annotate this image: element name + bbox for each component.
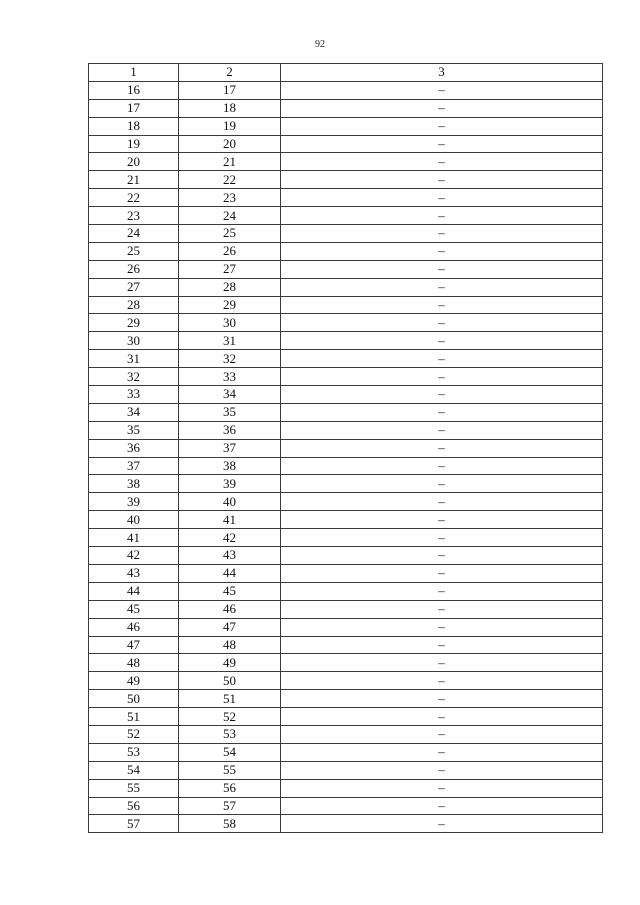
table-row	[89, 547, 603, 565]
table-cell-col-1: 32	[89, 368, 179, 386]
table-cell-col-1: 26	[89, 260, 179, 278]
table-cell-col-1: 49	[89, 672, 179, 690]
table-cell-col-2: 18	[179, 99, 281, 117]
table-cell-col-1: 27	[89, 278, 179, 296]
table-cell-col-1: 21	[89, 171, 179, 189]
table-cell-col-1: 43	[89, 564, 179, 582]
table-row	[89, 242, 603, 260]
table-cell-col-1: 45	[89, 600, 179, 618]
table-cell-col-3: –	[281, 81, 603, 99]
table-cell-col-3: –	[281, 314, 603, 332]
table-row	[89, 457, 603, 475]
table-cell-col-2: 27	[179, 260, 281, 278]
table-cell-col-3: –	[281, 564, 603, 582]
table-cell-col-1: 17	[89, 99, 179, 117]
table-row	[89, 314, 603, 332]
table-cell-col-1: 52	[89, 725, 179, 743]
table-cell-col-3: –	[281, 207, 603, 225]
table-cell-col-3: –	[281, 797, 603, 815]
table-row	[89, 332, 603, 350]
table-row	[89, 600, 603, 618]
table-cell-col-1: 19	[89, 135, 179, 153]
table-cell-col-3: –	[281, 171, 603, 189]
table-row	[89, 207, 603, 225]
table-cell-col-3: –	[281, 368, 603, 386]
table-cell-col-2: 52	[179, 708, 281, 726]
table-row	[89, 761, 603, 779]
table-row	[89, 493, 603, 511]
table-row	[89, 225, 603, 243]
table-cell-col-3: –	[281, 475, 603, 493]
table-header-row	[89, 64, 603, 82]
table-cell-col-1: 25	[89, 242, 179, 260]
table-cell-col-3: –	[281, 225, 603, 243]
table-row	[89, 439, 603, 457]
table-cell-col-2: 46	[179, 600, 281, 618]
table-cell-col-1: 38	[89, 475, 179, 493]
table-row	[89, 296, 603, 314]
table-cell-col-2: 55	[179, 761, 281, 779]
table-cell-col-1: 22	[89, 189, 179, 207]
table-cell-col-2: 34	[179, 386, 281, 404]
table-cell-col-3: –	[281, 582, 603, 600]
table-cell-col-2: 25	[179, 225, 281, 243]
table-cell-col-2: 23	[179, 189, 281, 207]
table-row	[89, 421, 603, 439]
table-cell-col-3: –	[281, 439, 603, 457]
table-cell-col-2: 56	[179, 779, 281, 797]
table-cell-col-3: –	[281, 743, 603, 761]
table-row	[89, 708, 603, 726]
table-cell-col-3: –	[281, 779, 603, 797]
table-cell-col-3: –	[281, 725, 603, 743]
table-cell-col-2: 19	[179, 117, 281, 135]
table-cell-col-2: 38	[179, 457, 281, 475]
table-cell-col-2: 31	[179, 332, 281, 350]
table-cell-col-3: –	[281, 690, 603, 708]
table-row	[89, 582, 603, 600]
table-cell-col-2: 35	[179, 403, 281, 421]
table-cell-col-1: 30	[89, 332, 179, 350]
table-cell-col-2: 43	[179, 547, 281, 565]
table-cell-col-2: 48	[179, 636, 281, 654]
table-cell-col-2: 40	[179, 493, 281, 511]
table-cell-col-3: –	[281, 189, 603, 207]
table-cell-col-2: 39	[179, 475, 281, 493]
table-cell-col-1: 20	[89, 153, 179, 171]
table-row	[89, 690, 603, 708]
table-row	[89, 529, 603, 547]
table-cell-col-1: 35	[89, 421, 179, 439]
table-row	[89, 797, 603, 815]
table-cell-col-2: 54	[179, 743, 281, 761]
table-row	[89, 260, 603, 278]
table-cell-col-2: 26	[179, 242, 281, 260]
table-row	[89, 672, 603, 690]
table-cell-col-1: 46	[89, 618, 179, 636]
table-row	[89, 475, 603, 493]
table-header	[89, 64, 603, 82]
table-cell-col-1: 23	[89, 207, 179, 225]
table-row	[89, 636, 603, 654]
table-cell-col-1: 41	[89, 529, 179, 547]
table-cell-col-1: 47	[89, 636, 179, 654]
table-cell-col-3: –	[281, 654, 603, 672]
table-cell-col-3: –	[281, 278, 603, 296]
table-cell-col-2: 30	[179, 314, 281, 332]
table-cell-col-3: –	[281, 99, 603, 117]
table-cell-col-3: –	[281, 493, 603, 511]
table-cell-col-1: 54	[89, 761, 179, 779]
table-cell-col-3: –	[281, 457, 603, 475]
table-cell-col-1: 42	[89, 547, 179, 565]
column-1-header: 1	[89, 64, 179, 82]
table-cell-col-2: 22	[179, 171, 281, 189]
table-cell-col-1: 18	[89, 117, 179, 135]
table-cell-col-1: 34	[89, 403, 179, 421]
table-cell-col-2: 36	[179, 421, 281, 439]
table-cell-col-2: 58	[179, 815, 281, 833]
page-number: 92	[315, 39, 325, 50]
table-row	[89, 117, 603, 135]
table-cell-col-2: 24	[179, 207, 281, 225]
table-cell-col-3: –	[281, 332, 603, 350]
table-cell-col-1: 29	[89, 314, 179, 332]
table-row	[89, 153, 603, 171]
table-row	[89, 368, 603, 386]
table-cell-col-1: 28	[89, 296, 179, 314]
table-cell-col-1: 56	[89, 797, 179, 815]
column-3-header: 3	[281, 64, 603, 82]
table-cell-col-3: –	[281, 511, 603, 529]
table-row	[89, 171, 603, 189]
table-row	[89, 725, 603, 743]
table-cell-col-1: 50	[89, 690, 179, 708]
table-cell-col-3: –	[281, 260, 603, 278]
table-cell-col-3: –	[281, 600, 603, 618]
table-cell-col-1: 57	[89, 815, 179, 833]
table-cell-col-2: 49	[179, 654, 281, 672]
table-cell-col-1: 37	[89, 457, 179, 475]
table-cell-col-3: –	[281, 421, 603, 439]
table-row	[89, 815, 603, 833]
table-row	[89, 386, 603, 404]
table-cell-col-3: –	[281, 547, 603, 565]
table-cell-col-3: –	[281, 242, 603, 260]
table-cell-col-2: 37	[179, 439, 281, 457]
table-cell-col-3: –	[281, 815, 603, 833]
table-cell-col-3: –	[281, 153, 603, 171]
table-cell-col-3: –	[281, 636, 603, 654]
table-cell-col-1: 16	[89, 81, 179, 99]
table-cell-col-2: 17	[179, 81, 281, 99]
table-row	[89, 654, 603, 672]
table-cell-col-1: 24	[89, 225, 179, 243]
table-cell-col-2: 53	[179, 725, 281, 743]
table-cell-col-3: –	[281, 529, 603, 547]
table-body	[89, 81, 603, 832]
column-2-header: 2	[179, 64, 281, 82]
table-cell-col-2: 29	[179, 296, 281, 314]
table-row	[89, 564, 603, 582]
table-row	[89, 779, 603, 797]
table-cell-col-2: 50	[179, 672, 281, 690]
table-cell-col-3: –	[281, 403, 603, 421]
table-cell-col-2: 51	[179, 690, 281, 708]
table-cell-col-3: –	[281, 135, 603, 153]
table-cell-col-2: 57	[179, 797, 281, 815]
data-table	[88, 63, 603, 833]
table-row	[89, 743, 603, 761]
table-cell-col-1: 53	[89, 743, 179, 761]
table-cell-col-3: –	[281, 296, 603, 314]
table-cell-col-1: 33	[89, 386, 179, 404]
table-cell-col-3: –	[281, 618, 603, 636]
table-cell-col-3: –	[281, 708, 603, 726]
table-cell-col-2: 28	[179, 278, 281, 296]
table-cell-col-2: 42	[179, 529, 281, 547]
table-cell-col-2: 33	[179, 368, 281, 386]
table-row	[89, 81, 603, 99]
table-cell-col-2: 32	[179, 350, 281, 368]
table-cell-col-1: 31	[89, 350, 179, 368]
table-cell-col-3: –	[281, 386, 603, 404]
table-cell-col-2: 41	[179, 511, 281, 529]
table-row	[89, 511, 603, 529]
table-cell-col-3: –	[281, 761, 603, 779]
table-cell-col-1: 51	[89, 708, 179, 726]
table-cell-col-3: –	[281, 672, 603, 690]
table-cell-col-1: 39	[89, 493, 179, 511]
table-row	[89, 278, 603, 296]
table-cell-col-2: 44	[179, 564, 281, 582]
table-row	[89, 350, 603, 368]
table-cell-col-2: 21	[179, 153, 281, 171]
table-row	[89, 189, 603, 207]
table-cell-col-1: 36	[89, 439, 179, 457]
table-row	[89, 99, 603, 117]
table-cell-col-1: 55	[89, 779, 179, 797]
table-row	[89, 403, 603, 421]
table-cell-col-2: 45	[179, 582, 281, 600]
table-cell-col-1: 40	[89, 511, 179, 529]
table-cell-col-2: 47	[179, 618, 281, 636]
table-cell-col-3: –	[281, 350, 603, 368]
table-cell-col-1: 44	[89, 582, 179, 600]
table-cell-col-1: 48	[89, 654, 179, 672]
table-row	[89, 135, 603, 153]
table-row	[89, 618, 603, 636]
table-cell-col-3: –	[281, 117, 603, 135]
table-cell-col-2: 20	[179, 135, 281, 153]
